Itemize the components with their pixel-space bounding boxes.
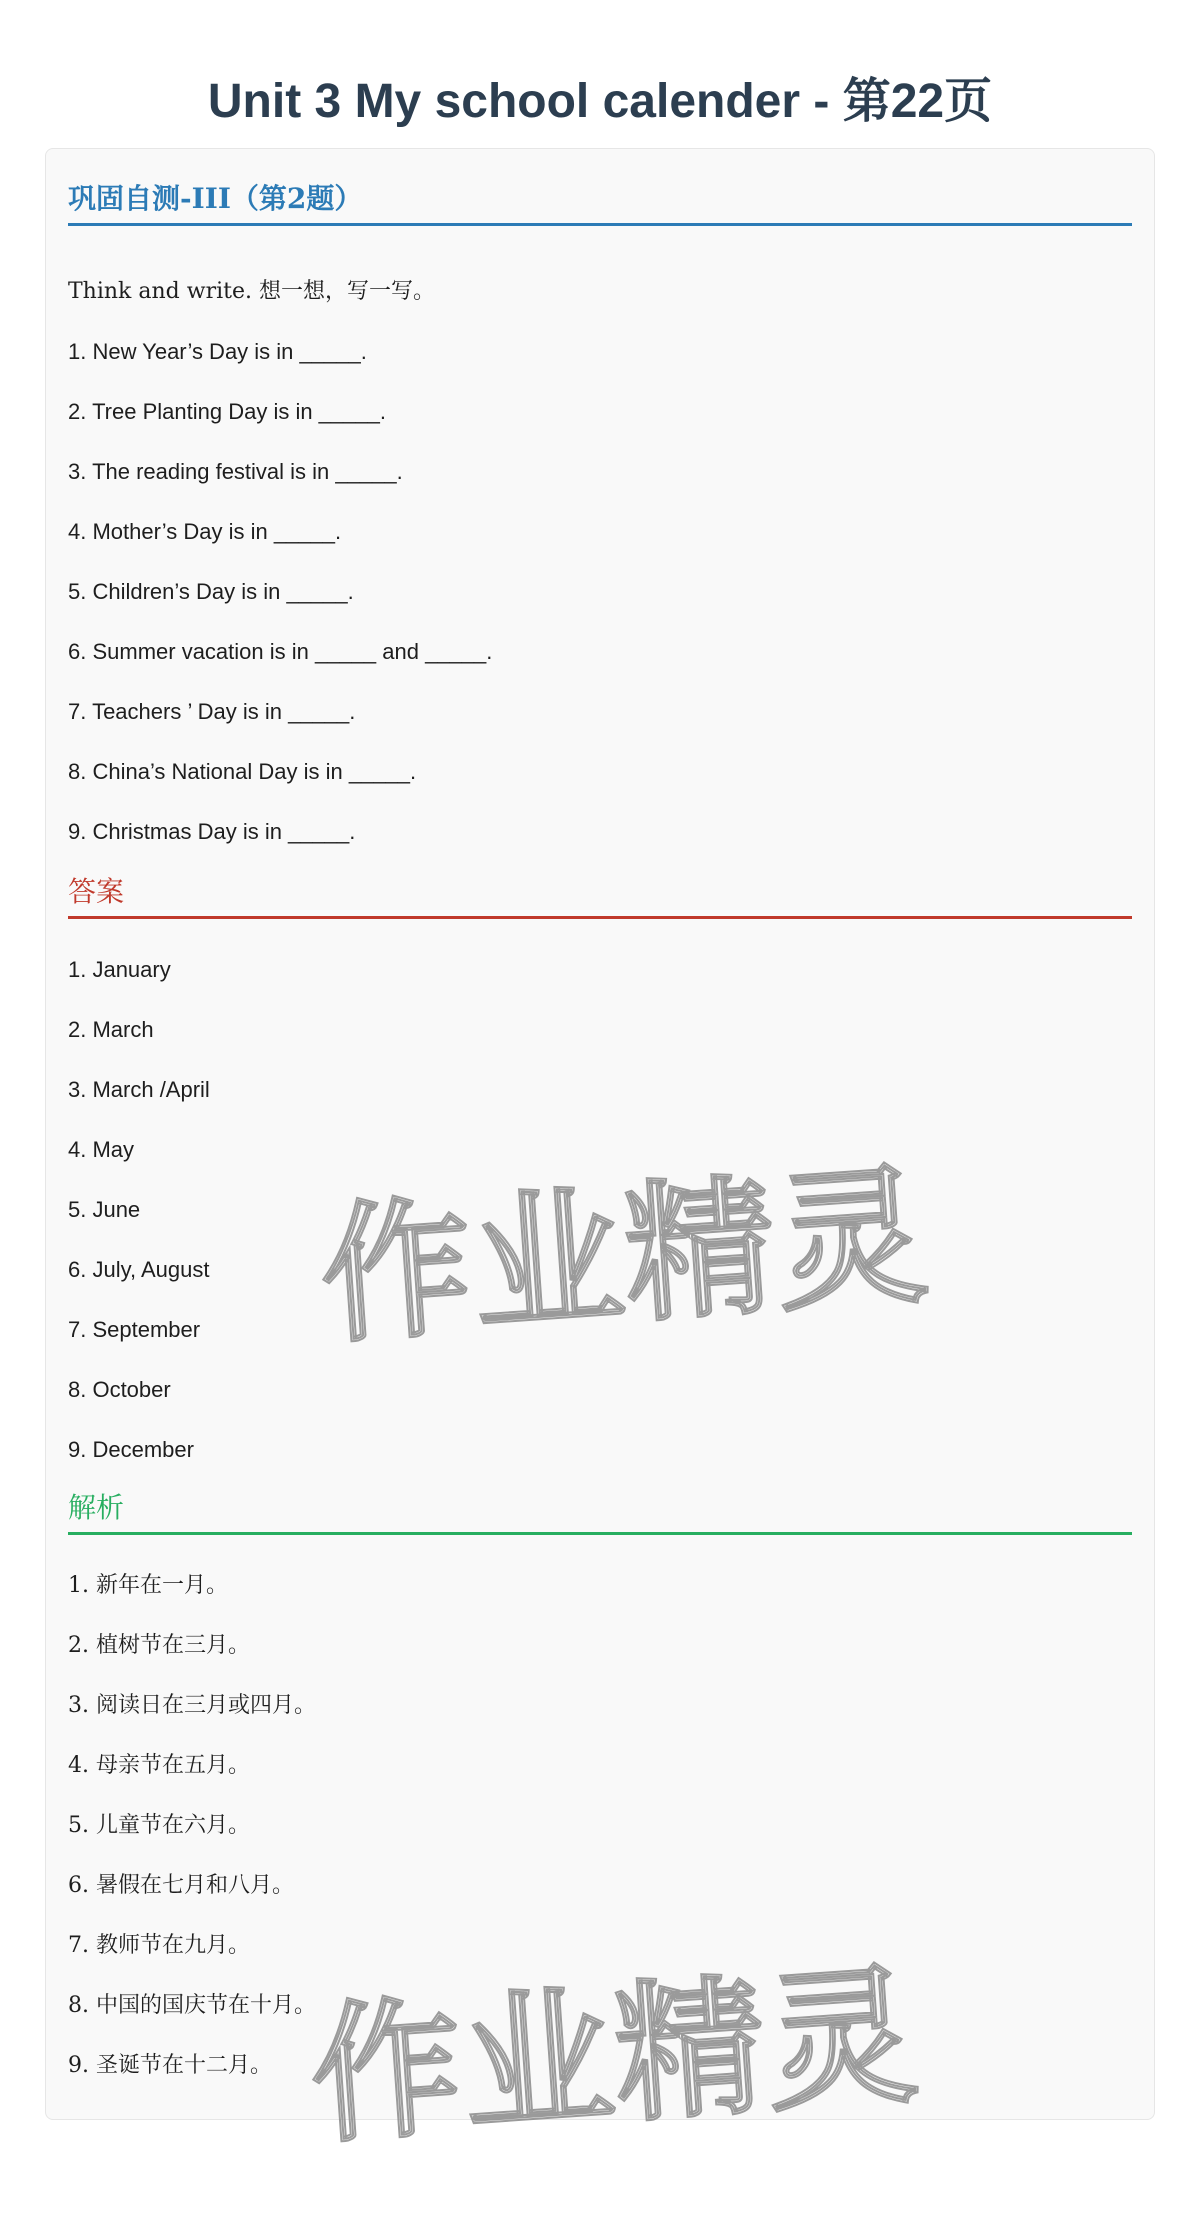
answer-item-4: 4. May bbox=[68, 1137, 135, 1162]
answer-item-9: 9. December bbox=[68, 1437, 194, 1462]
watermark-upper: 作业精灵 bbox=[315, 1148, 935, 1365]
question-item-1: 1. New Year’s Day is in _____. bbox=[68, 339, 367, 364]
question-item-2: 2. Tree Planting Day is in _____. bbox=[68, 399, 386, 424]
analysis-item-9: 9. 圣诞节在十二月。 bbox=[68, 2053, 272, 2078]
answer-item-2: 2. March bbox=[68, 1017, 154, 1042]
page-title: Unit 3 My school calender - 第22页 bbox=[207, 75, 993, 129]
question-instruction: Think and write. 想一想，写一写。 bbox=[68, 279, 435, 304]
analysis-item-7: 7. 教师节在九月。 bbox=[68, 1933, 250, 1958]
question-item-3: 3. The reading festival is in _____. bbox=[68, 459, 403, 484]
analysis-item-4: 4. 母亲节在五月。 bbox=[68, 1753, 250, 1778]
answer-item-6: 6. July, August bbox=[68, 1257, 210, 1282]
question-item-4: 4. Mother’s Day is in _____. bbox=[68, 519, 342, 544]
watermark-lower: 作业精灵 bbox=[305, 1948, 925, 2165]
content-card bbox=[45, 148, 1155, 2120]
analysis-item-8: 8. 中国的国庆节在十月。 bbox=[68, 1993, 316, 2018]
analysis-item-6: 6. 暑假在七月和八月。 bbox=[68, 1873, 294, 1898]
answer-item-3: 3. March /April bbox=[68, 1077, 210, 1102]
question-item-8: 8. China’s National Day is in _____. bbox=[68, 759, 417, 784]
analysis-heading: 解析 bbox=[68, 1490, 1132, 1535]
answer-item-5: 5. June bbox=[68, 1197, 141, 1222]
question-item-5: 5. Children’s Day is in _____. bbox=[68, 579, 354, 604]
question-item-9: 9. Christmas Day is in _____. bbox=[68, 819, 356, 844]
analysis-item-1: 1. 新年在一月。 bbox=[68, 1573, 228, 1598]
analysis-item-5: 5. 儿童节在六月。 bbox=[68, 1813, 250, 1838]
question-item-6: 6. Summer vacation is in _____ and _____. bbox=[68, 639, 493, 664]
answer-item-1: 1. January bbox=[68, 957, 171, 982]
analysis-item-3: 3. 阅读日在三月或四月。 bbox=[68, 1693, 316, 1718]
answer-heading: 答案 bbox=[68, 874, 1132, 919]
answer-item-7: 7. September bbox=[68, 1317, 201, 1342]
question-item-7: 7. Teachers ’ Day is in _____. bbox=[68, 699, 356, 724]
question-heading: 巩固自测-III（第2题） bbox=[68, 181, 1132, 226]
answer-item-8: 8. October bbox=[68, 1377, 171, 1402]
analysis-item-2: 2. 植树节在三月。 bbox=[68, 1633, 250, 1658]
